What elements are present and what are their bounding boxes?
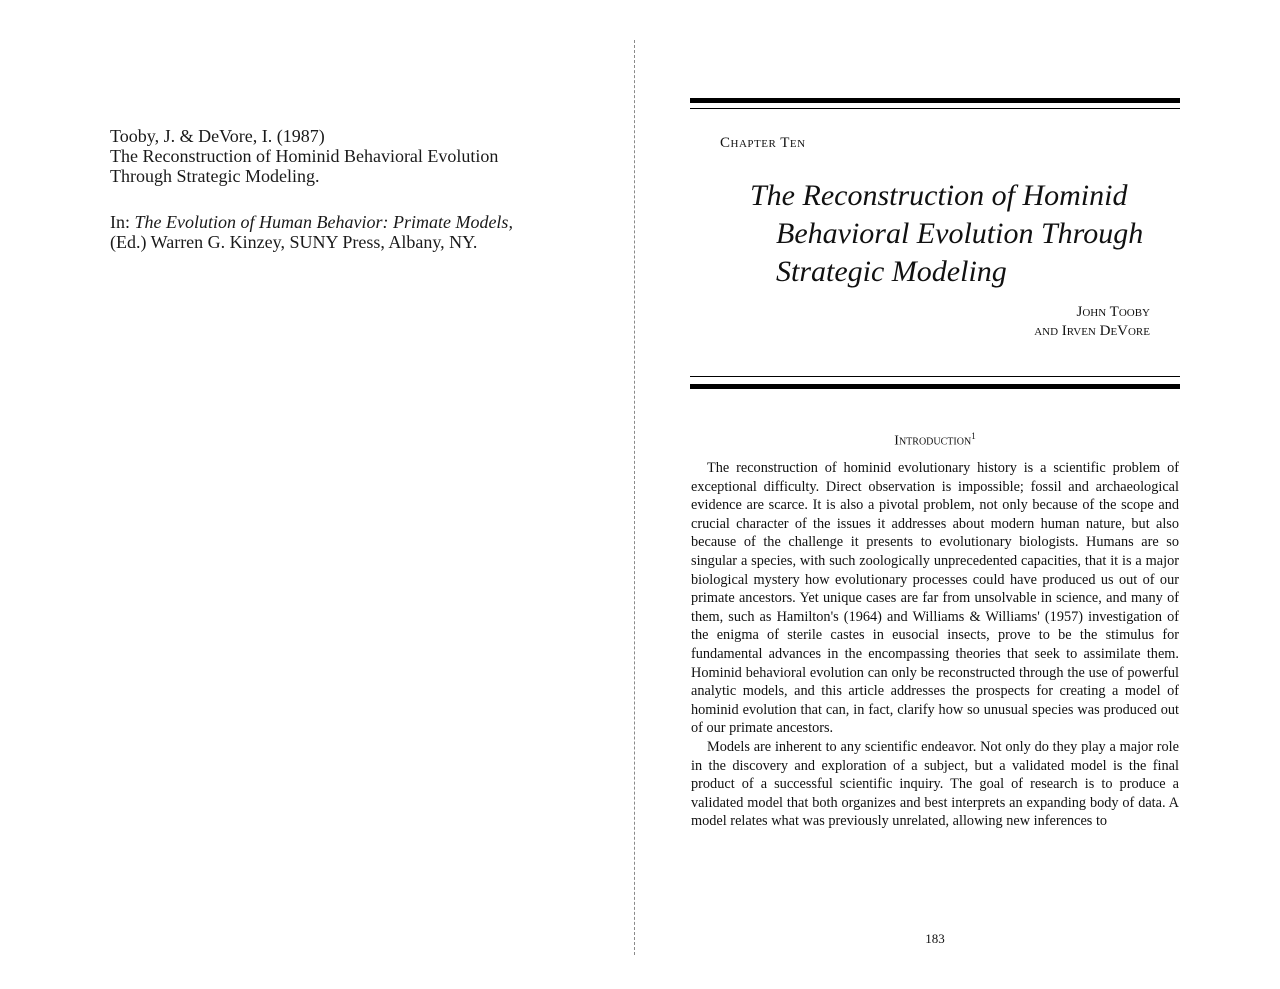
paragraph-2: Models are inherent to any scientific endeavor. Not only do they play a major role in the discovery and exploration of a subject, but a validated model is the final product of a successful scientific inquiry. The goal of research is to produce a validated model that both organizes and best interprets an expanding body of data. A model relates what was previously unrelated, allowing new inferences to [691,738,1179,830]
title-line3: Strategic Modeling [776,255,1007,288]
page-number: 183 [925,931,945,946]
page-gutter [634,40,635,955]
section-heading-text: Introduction [894,433,972,449]
citation-authors-year: Tooby, J. & DeVore, I. (1987) [110,126,325,146]
footnote-marker: 1 [971,431,976,441]
source-book-title: The Evolution of Human Behavior: Primate Models, [134,212,513,232]
bottom-rule-thick [690,384,1180,389]
title-line1: The Reconstruction of Hominid [750,179,1128,212]
top-rule-thick [690,98,1180,103]
citation-title-line1: The Reconstruction of Hominid Behavioral Evolution [110,146,499,166]
citation-source [110,212,590,232]
title-line2: Behavioral Evolution Through [776,217,1144,250]
author-1: John Tooby [1076,304,1150,320]
body-text [691,459,1179,831]
authors [1034,303,1150,341]
source-prefix: In: [110,212,135,232]
bottom-rule-thin [690,376,1180,377]
citation-editor: (Ed.) Warren G. Kinzey, SUNY Press, Albany, NY. [110,232,478,252]
chapter-title [750,177,1180,291]
citation-note [110,126,590,252]
author-2: and Irven DeVore [1034,323,1150,339]
top-rule-thin [690,108,1180,109]
citation-title-line2: Through Strategic Modeling. [110,166,320,186]
section-heading [690,431,1180,450]
paragraph-1: The reconstruction of hominid evolutionary history is a scientific problem of exceptional difficulty. Direct observation is impossible; fossil and archaeological evidence are scarce. It is also a pivotal problem, not only because of the scope and crucial character of the issues it addresses about modern human nature, but also because of the challenge it presents to evolutionary biologists. Humans are so singular a species, with such zoologically unprecedented capacities, that it is a major biological mystery how evolutionary processes could have produced us out of our primate ancestors. Yet unique cases are far from unsolvable in science, and many of them, such as Hamilton's (1964) and Williams & Williams' (1957) investigation of the enigma of sterile castes in eusocial insects, prove to be the stimulus for fundamental advances in the encompassing theories that seek to assimilate them. Hominid behavioral evolution can only be reconstructed through the use of powerful analytic models, and this article addresses the prospects for creating a model of hominid evolution that can, in fact, clarify how so unusual species was produced out of our primate ancestors. [691,460,1179,737]
chapter-label: Chapter Ten [720,135,806,151]
